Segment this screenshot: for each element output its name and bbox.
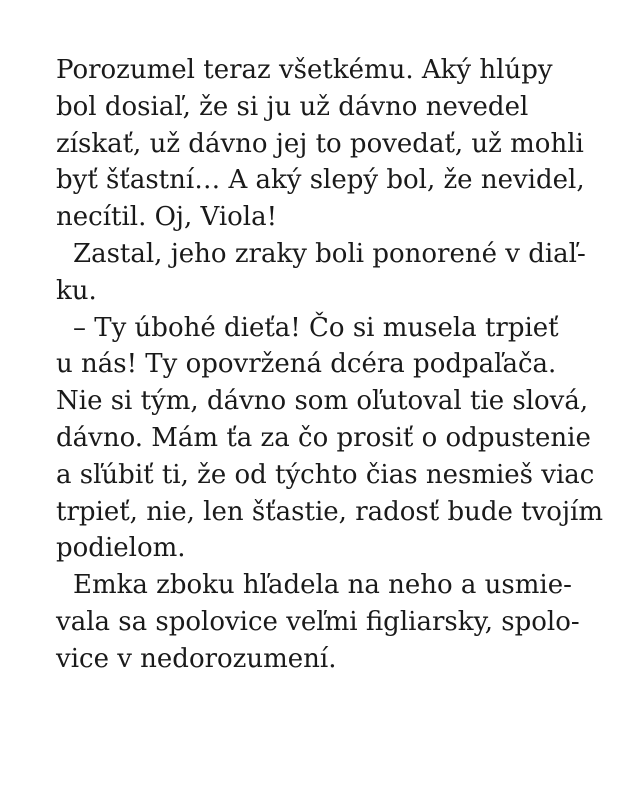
paragraph-2	[56, 236, 596, 310]
text-line: získať, už dávno jej to povedať, už mohli	[56, 128, 584, 159]
text-line: Porozumel teraz všetkému. Aký hlúpy	[56, 55, 553, 85]
text-line: ku.	[56, 275, 97, 306]
text-line: Zastal, jeho zraky boli ponorené v diaľ-	[73, 238, 586, 269]
page-text	[56, 52, 603, 678]
text-line: dávno. Mám ťa za čo prosiť o odpustenie	[56, 422, 591, 453]
paragraph-3	[56, 310, 603, 568]
text-line: – Ty úbohé dieťa! Čo si musela trpieť	[73, 312, 559, 343]
text-line: vice v nedorozumení.	[56, 643, 337, 674]
text-line: necítil. Oj, Viola!	[56, 202, 278, 233]
text-line: bol dosiaľ, že si ju už dávno nevedel	[56, 91, 529, 122]
text-line: trpieť, nie, len šťastie, radosť bude tvojím	[56, 496, 603, 527]
text-line: podielom.	[56, 533, 186, 564]
text-line: a sľúbiť ti, že od týchto čias nesmieš viac	[56, 459, 595, 490]
text-line: vala sa spolovice veľmi figliarsky, spolo-	[56, 606, 580, 637]
text-line: Emka zboku hľadela na neho a usmie-	[73, 570, 572, 601]
text-line: u nás! Ty opovržená dcéra podpaľača.	[56, 349, 557, 380]
text-line: byť šťastní… A aký slepý bol, že nevidel,	[56, 165, 585, 196]
paragraph-1	[56, 52, 596, 236]
text-line: Nie si tým, dávno som oľutoval tie slová,	[56, 386, 589, 417]
paragraph-4	[56, 567, 596, 677]
